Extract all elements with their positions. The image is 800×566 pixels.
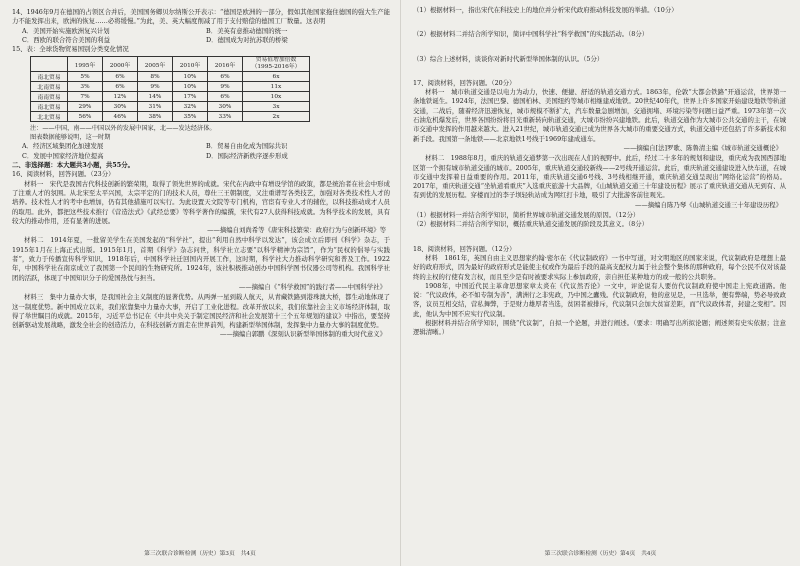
table-cell: 11x bbox=[243, 82, 310, 92]
col-header: 2010年 bbox=[173, 57, 208, 72]
answer-space bbox=[413, 230, 786, 245]
table-cell: 32% bbox=[173, 102, 208, 112]
answer-space bbox=[413, 15, 786, 30]
table-cell: 12% bbox=[103, 92, 138, 102]
row-label: 南北贸易 bbox=[31, 102, 68, 112]
q16-subquestion-2: （2）根据材料二并结合所学知识，简评中国科学社“科学救国”的实践活动。（8分） bbox=[413, 30, 649, 39]
answer-space bbox=[413, 64, 786, 79]
q16-source-3: ——摘编自郭鹏《深刻认识新型举国体制的重大时代意义》 bbox=[219, 330, 386, 339]
q18-material-1: 材料 1861年，英国自由主义思想家约翰·密尔在《代议制政府》一书中写道，对文明地区的国家来说，代议制政府是理想上最好的政府形式，因为最好的政府形式是能使主权或作为最后手段的最高支配权力属于社会整个集体的那种政府，每个公民不仅对该最终的主权的行使有发言权，而且至少是有时被要求实际上参加政府，亲自担任某种地方的或一般的公共职务。 bbox=[413, 253, 786, 281]
table-cell: 29% bbox=[68, 102, 103, 112]
section-heading: 二、非选择题：本大题共3小题，共55分。 bbox=[12, 161, 134, 170]
q15-option-a: A．经济区域集团化加速发展 bbox=[22, 142, 104, 151]
right-page bbox=[400, 0, 800, 566]
table-corner bbox=[31, 57, 68, 72]
q17-material-1: 材料一 城市轨道交通是以电力为动力，快速、便捷、舒适的轨道交通方式。1863年，伦敦“大都会铁路”开通运营，世界第一条地铁诞生。1924年，法国巴黎、德国柏林、美国纽约等城市相继建成地铁。20世纪40年代，世界上许多国家开始建设地铁等轨道交通，二战后，随着经济迅速恢复，城市规模不断扩大，汽车数量急剧增加，交通拥堵、环境污染等问题日益严重。1973年第一次石油危机爆发后，世界各国纷纷将目光重新转向轨道交通，大城市纷纷兴建地铁。此后，轨道交通作为大城市公共交通的主干，在城市交通中发挥的作用越来越大。进入21世纪，城市轨道交通已成为世界各大城市的重要交通方式，轨道交通中还包括了许多新技术和新手段。我国第一条地铁——北京地铁1号线于1969年建成通车。 bbox=[413, 88, 786, 143]
table-cell: 6% bbox=[103, 72, 138, 82]
q16-material-2: 材料二 1914年夏，一批留美学生在美国发起的“科学社”，提出“利用自然中科学以发达”，该会成立后即刊《科学》杂志，于1915年1月在上海正式出版。1915年1月，首期《科学》杂志问世，科学社立志要“以科学精神为宗旨”，作为“民权的倡导与实践者”，致力于传播宣传科学知识，1918年后，中国科学社迁回国内开展工作，这时期，科学社大力推动科学研究和普及工作。1922年，中国科学社在南京成立了我国第一个民间的生物研究所。1924年，该社积极推动创办中国科学图书仪器公司等机构。我国科学社团的活跃，体现了中国知识分子的爱国热忱与担当。 bbox=[12, 236, 390, 282]
q14-option-c: C．西欧的联合符合美国的利益 bbox=[22, 35, 110, 44]
row-label: 南北贸易 bbox=[31, 72, 68, 82]
table-cell: 9% bbox=[208, 82, 243, 92]
q18-material-2: 1908年，中国近代民主革命思想家章太炎在《代议然否论》一文中，评论说有人要仿代议制政府使中国走上宪政道路。他说：“代议政体，必不如专制为善”，满洲行之非宪政，乃中国之蠹残。代议制政府，他的意见是，一旦选举，便有弊端，势必导致政客，议员互相交结，营私舞弊，于是财力雄厚者当选，贫困者被排斥，代议制只会加大贫富差距，而“代议政体者，封建之变相”。因此，他认为中国不应实行代议制。 bbox=[413, 281, 786, 318]
q17-source-1: ——摘编自[法]罗歌、陈鲁清主编《城市轨道交通概论》 bbox=[623, 143, 782, 152]
table-cell: 8% bbox=[138, 72, 173, 82]
row-label: 北南贸易 bbox=[31, 82, 68, 92]
q15-option-c: C．发展中国家经济地位提高 bbox=[22, 151, 104, 160]
q17-source-2: ——摘编自陈乃琴《山城轨道交通三十年建设历程》 bbox=[635, 200, 782, 209]
q16-source-2: ——摘编自《“科学救国”的践行者——中国科学社》 bbox=[238, 282, 386, 291]
q15-stem: 15、表：全球货物贸易国别分类变化情况 bbox=[12, 45, 129, 54]
trade-table-header bbox=[31, 57, 310, 72]
q15-question: 图表数据能够说明，这一时期 bbox=[30, 134, 111, 142]
table-cell: 6% bbox=[103, 82, 138, 92]
q14-option-d: D．德国成为对抗苏联的桥梁 bbox=[206, 35, 288, 44]
table-cell: 46% bbox=[103, 112, 138, 122]
col-header: 1995年 bbox=[68, 57, 103, 72]
table-cell: 10% bbox=[173, 82, 208, 92]
q16-subquestion-3: （3）综合上述材料，谈谈你对新时代新型举国体制的认识。（5分） bbox=[413, 54, 604, 63]
table-cell: 10% bbox=[173, 72, 208, 82]
q17-subquestion-2: （2）根据材料二并结合所学知识，概括重庆轨道交通发展的阶段及其意义。（8分） bbox=[413, 220, 648, 229]
q17-heading: 17、阅读材料，回答问题。（20分） bbox=[413, 78, 516, 87]
table-cell: 6% bbox=[208, 92, 243, 102]
table-row bbox=[31, 72, 310, 82]
table-cell: 14% bbox=[138, 92, 173, 102]
q16-heading: 16、阅读材料，回答问题。（23分） bbox=[12, 170, 115, 179]
col-header: 2016年 bbox=[208, 57, 243, 72]
table-cell: 17% bbox=[173, 92, 208, 102]
table-cell: 35% bbox=[173, 112, 208, 122]
table-cell: 30% bbox=[208, 102, 243, 112]
table-cell: 3% bbox=[68, 82, 103, 92]
q18-heading: 18、阅读材料，回答问题。（12分） bbox=[413, 244, 516, 253]
table-cell: 10x bbox=[243, 92, 310, 102]
q15-option-d: D．国际经济新秩序逐步形成 bbox=[206, 151, 288, 160]
table-cell: 56% bbox=[68, 112, 103, 122]
table-cell: 30% bbox=[103, 102, 138, 112]
col-header: 2000年 bbox=[103, 57, 138, 72]
q18-task: 根据材料并结合所学知识，围绕“代议制”，自拟一个论题，并进行阐述。（要求：明确写出所拟论题；阐述须有史实依据；注意逻辑清晰。） bbox=[413, 319, 786, 337]
table-row bbox=[31, 92, 310, 102]
table-cell: 5% bbox=[68, 72, 103, 82]
table-cell: 3x bbox=[243, 102, 310, 112]
page-footer-left: 第三次联合诊断检测（历史）第3页 共4页 bbox=[144, 551, 256, 557]
row-label: 北北贸易 bbox=[31, 112, 68, 122]
table-cell: 6x bbox=[243, 72, 310, 82]
trade-table bbox=[30, 56, 310, 122]
q16-source-1: ——摘编自刘尚希等《唐宋科技繁荣：政府行为与创新环境》等 bbox=[207, 226, 386, 235]
table-cell: 31% bbox=[138, 102, 173, 112]
col-header: 贸易值增加倍数（1995-2016年） bbox=[243, 57, 310, 72]
col-header: 2005年 bbox=[138, 57, 173, 72]
table-cell: 7% bbox=[68, 92, 103, 102]
table-row bbox=[31, 102, 310, 112]
table-cell: 2x bbox=[243, 112, 310, 122]
table-cell: 38% bbox=[138, 112, 173, 122]
table-note: 注：——中国，南——中国以外的发展中国家，北——发达经济体。 bbox=[30, 125, 216, 133]
q15-option-b: B．贸易自由化成为国际共识 bbox=[206, 142, 288, 151]
table-cell: 33% bbox=[208, 112, 243, 122]
row-label: 南南贸易 bbox=[31, 92, 68, 102]
answer-space bbox=[413, 40, 786, 55]
q16-material-1: 材料一 宋代是我国古代科技创新的繁荣期，取得了领先世界的成就。宋代在内政中有增设学馆的政策，都是统治者在社会中形成了注重人才的氛围。从北宋至太平兴国，太宗平定的门的技术人员，尊仕三王朝制度，又注重谱写各类技艺，加强对各类技术性人才的培养。技术性人才的考中也增加，仍有其他措施可以实行。为此设置天文院等专门机构，官宦有专业人才的辅佐，以科技推动成才人员的取用。此外，都把这些技术推行《营造法式》《武经总要》等科学著作的编撰，宋代有27人获得科技成就。为科学技术的发展，具有较大的推动作用，还有显著的进展。 bbox=[12, 179, 390, 225]
q14-option-b: B．美英有意推动德国的统一 bbox=[206, 26, 288, 35]
q17-subquestion-1: （1）根据材料一并结合所学知识，简析世界城市轨道交通发展的原因。（12分） bbox=[413, 211, 640, 220]
table-cell: 6% bbox=[208, 72, 243, 82]
q14-options bbox=[12, 27, 390, 46]
q17-material-2: 材料二 1988年8月，重庆的轨道交通梦第一次出现在人们的视野中。此后，经过二十多年的规划和建设，重庆成为我国西部地区第一个拥有城市轨道交通的城市。2005年，重庆轨道交通较新线——2号线开通运营。此后，重庆轨道交通建设进入快车道，在城市交通中发挥着日益重要的作用。2011年，重庆轨道交通6号线、3号线相继开通，重庆轨道交通呈现出“网络化运营”的格局。2017年，重庆轨道交通“坐轨道看重庆”入选重庆旅游十大品牌，《山城轨道交通三十年建设历程》展示了重庆轨道交通从无到有、从有到优的发展历程。穿楼而过的李子坝轻轨站成为网红打卡地，吸引了大批游客前往观光。 bbox=[413, 154, 786, 200]
q14-option-a: A．美国开始实施欧洲复兴计划 bbox=[22, 26, 110, 35]
q16-subquestion-1: （1）根据材料一，指出宋代在科技史上的地位并分析宋代政府推动科技发展的举措。（10分） bbox=[413, 6, 678, 14]
page-footer-right: 第三次联合诊断检测（历史）第4页 共4页 bbox=[544, 551, 657, 557]
q15-options bbox=[12, 142, 390, 161]
table-row bbox=[31, 112, 310, 122]
table-cell: 9% bbox=[138, 82, 173, 92]
q14-stem: 14、1946年9月在德国的占领区合并后，美国国务卿贝尔纳斯公开表示：“德国是欧洲的一部分，假如其他国家拖住德国的强大生产能力不能发挥出来，欧洲的恢复……必将缓慢。”为此，美、英大幅度削减了用于支付赔偿的德国工厂数量。这表明 bbox=[12, 8, 390, 26]
table-row bbox=[31, 82, 310, 92]
q16-material-3: 材料三 集中力量办大事，是我国社会主义制度的显著优势。从两弹一星到载人航天，从青藏铁路到港珠澳大桥，都生动地体现了这一制度优势。新中国成立以来，我们依靠集中力量办大事，开启了工业化进程。改革开放以来，我们依靠社会主义市场经济体制，取得了举世瞩目的成就。2015年，习近平总书记在《中共中央关于制定国民经济和社会发展第十三个五年规划的建议》中指出，要坚持创新驱动发展战略，激发全社会的创造活力，在科技创新方面走在世界前列，构建新型举国体制，发挥集中力量办大事的制度优势。 bbox=[12, 293, 390, 330]
